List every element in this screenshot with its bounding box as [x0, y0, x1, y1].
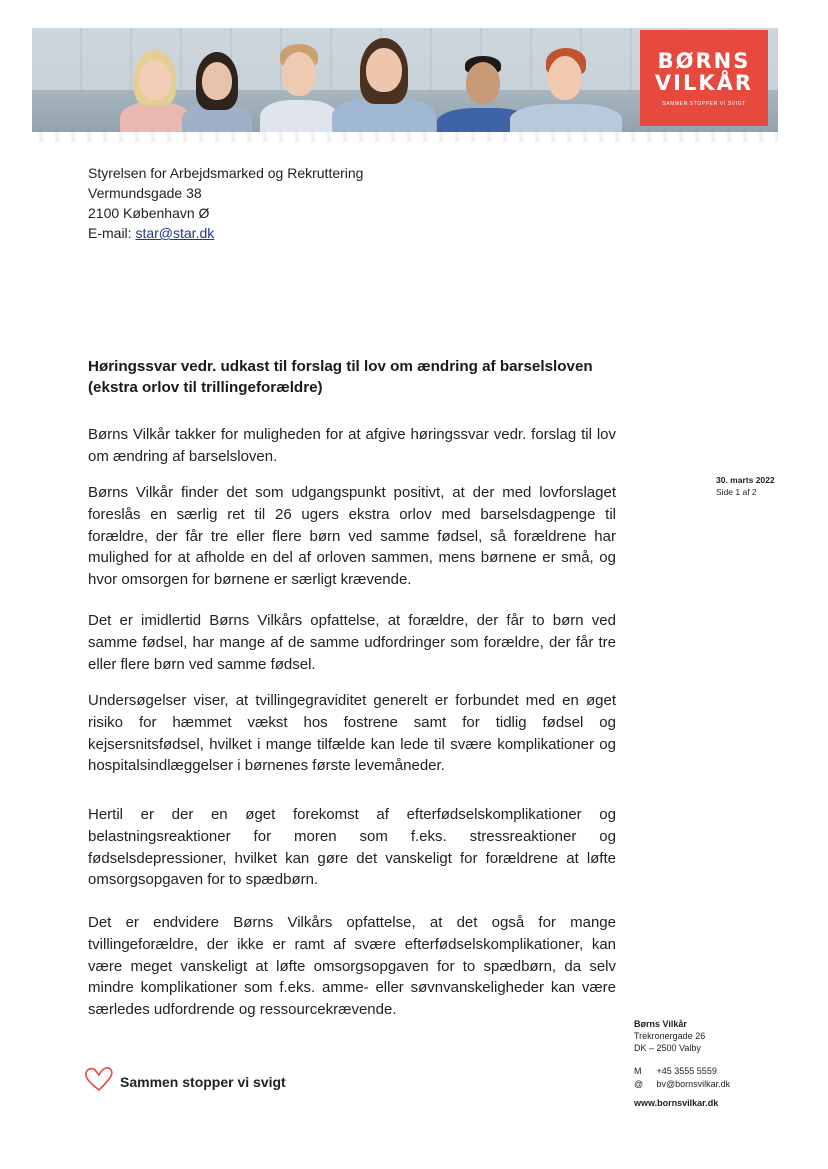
sender-website[interactable]: www.bornsvilkar.dk	[634, 1098, 719, 1108]
body-paragraph-6: Det er endvidere Børns Vilkårs opfattelse, at det også for mange tvillingeforældre, der ikke er ramt af svære efterfødselskomplikationer, kan være meget vanskeligt at løfte omsorgsopgaven for to spædbørn, da selv mindre komplikationer som f.eks. amme- eller søvnvanskeligheder kan være særledes udfordrende og ressourcekrævende.	[88, 914, 616, 1019]
sender-phone[interactable]: +45 3555 5559	[656, 1066, 717, 1076]
child-figure	[182, 42, 252, 142]
sender-street: Trekronergade 26	[634, 1031, 706, 1041]
sender-email-row	[634, 1078, 730, 1091]
sender-name: Børns Vilkår	[634, 1019, 687, 1029]
sender-phone-row	[634, 1065, 730, 1078]
logo-line-2: VILKÅR	[654, 71, 754, 95]
sender-contact	[634, 1065, 730, 1091]
recipient-email-row	[88, 223, 363, 243]
torn-paper-edge	[32, 132, 778, 142]
document-meta	[716, 474, 775, 498]
recipient-city: 2100 København Ø	[88, 205, 210, 221]
logo-tagline: SAMMEN STOPPER VI SVIGT	[662, 101, 746, 107]
logo-line-1: BØRNS	[657, 49, 751, 73]
document-date: 30. marts 2022	[716, 475, 775, 485]
child-figure	[510, 46, 622, 142]
heart-icon	[84, 1066, 114, 1092]
phone-label: M	[634, 1066, 642, 1076]
brand-logo	[640, 30, 768, 126]
body-paragraph-1: Børns Vilkår takker for muligheden for at afgive høringssvar vedr. forslag til lov om ændring af barselsloven.	[88, 426, 616, 465]
recipient-address	[88, 163, 363, 243]
recipient-email-link[interactable]: star@star.dk	[135, 225, 215, 241]
body-paragraph-2: Børns Vilkår finder det som udgangspunkt positivt, at der med lovforslaget foreslås en særlig ret til 26 ugers ekstra orlov med barselsdagpenge til forældre, der får tre eller flere børn ved samme fødsel, så forældrene har mulighed for at afholde en del af orloven sammen, mens børnene er små, og hvor omsorgen for børnene er særligt krævende.	[88, 484, 616, 589]
body-paragraph-5: Hertil er der en øget forekomst af efterfødselskomplikationer og belastningsreaktioner for moren som f.eks. stressreaktioner og fødselsdepressioner, hvilket kan gøre det vanskeligt for forældrene at løfte omsorgsopgaven for to spædbørn.	[88, 806, 616, 889]
child-figure	[332, 34, 436, 142]
body-paragraph-4: Undersøgelser viser, at tvillingegraviditet generelt er forbundet med en øget risiko for hæmmet vækst hos fostrene samt for tidlig fødsel og kejsersnitsfødsel, hvilket i mange tilfælde kan lede til svære komplikationer og hospitalsindlæggelser i børnenes første levemåneder.	[88, 692, 616, 775]
at-icon: @	[634, 1079, 644, 1089]
sender-email[interactable]: bv@bornsvilkar.dk	[656, 1079, 731, 1089]
recipient-email-label: E-mail:	[88, 225, 132, 241]
child-figure	[120, 42, 190, 142]
sender-city: DK – 2500 Valby	[634, 1043, 701, 1053]
child-figure	[260, 38, 338, 142]
recipient-street: Vermundsgade 38	[88, 185, 202, 201]
page-number: Side 1 af 2	[716, 487, 757, 497]
body-paragraph-3: Det er imidlertid Børns Vilkårs opfattelse, at forældre, der får to børn ved samme fødsel, har mange af de samme udfordringer som forældre, der får tre eller flere børn ved samme fødsel.	[88, 612, 616, 673]
footer-slogan: Sammen stopper vi svigt	[120, 1074, 286, 1090]
document-title: Høringssvar vedr. udkast til forslag til lov om ændring af barselsloven (ekstra orlov til trillingeforældre)	[88, 358, 593, 396]
sender-address	[634, 1018, 705, 1054]
recipient-name: Styrelsen for Arbejdsmarked og Rekruttering	[88, 165, 364, 181]
